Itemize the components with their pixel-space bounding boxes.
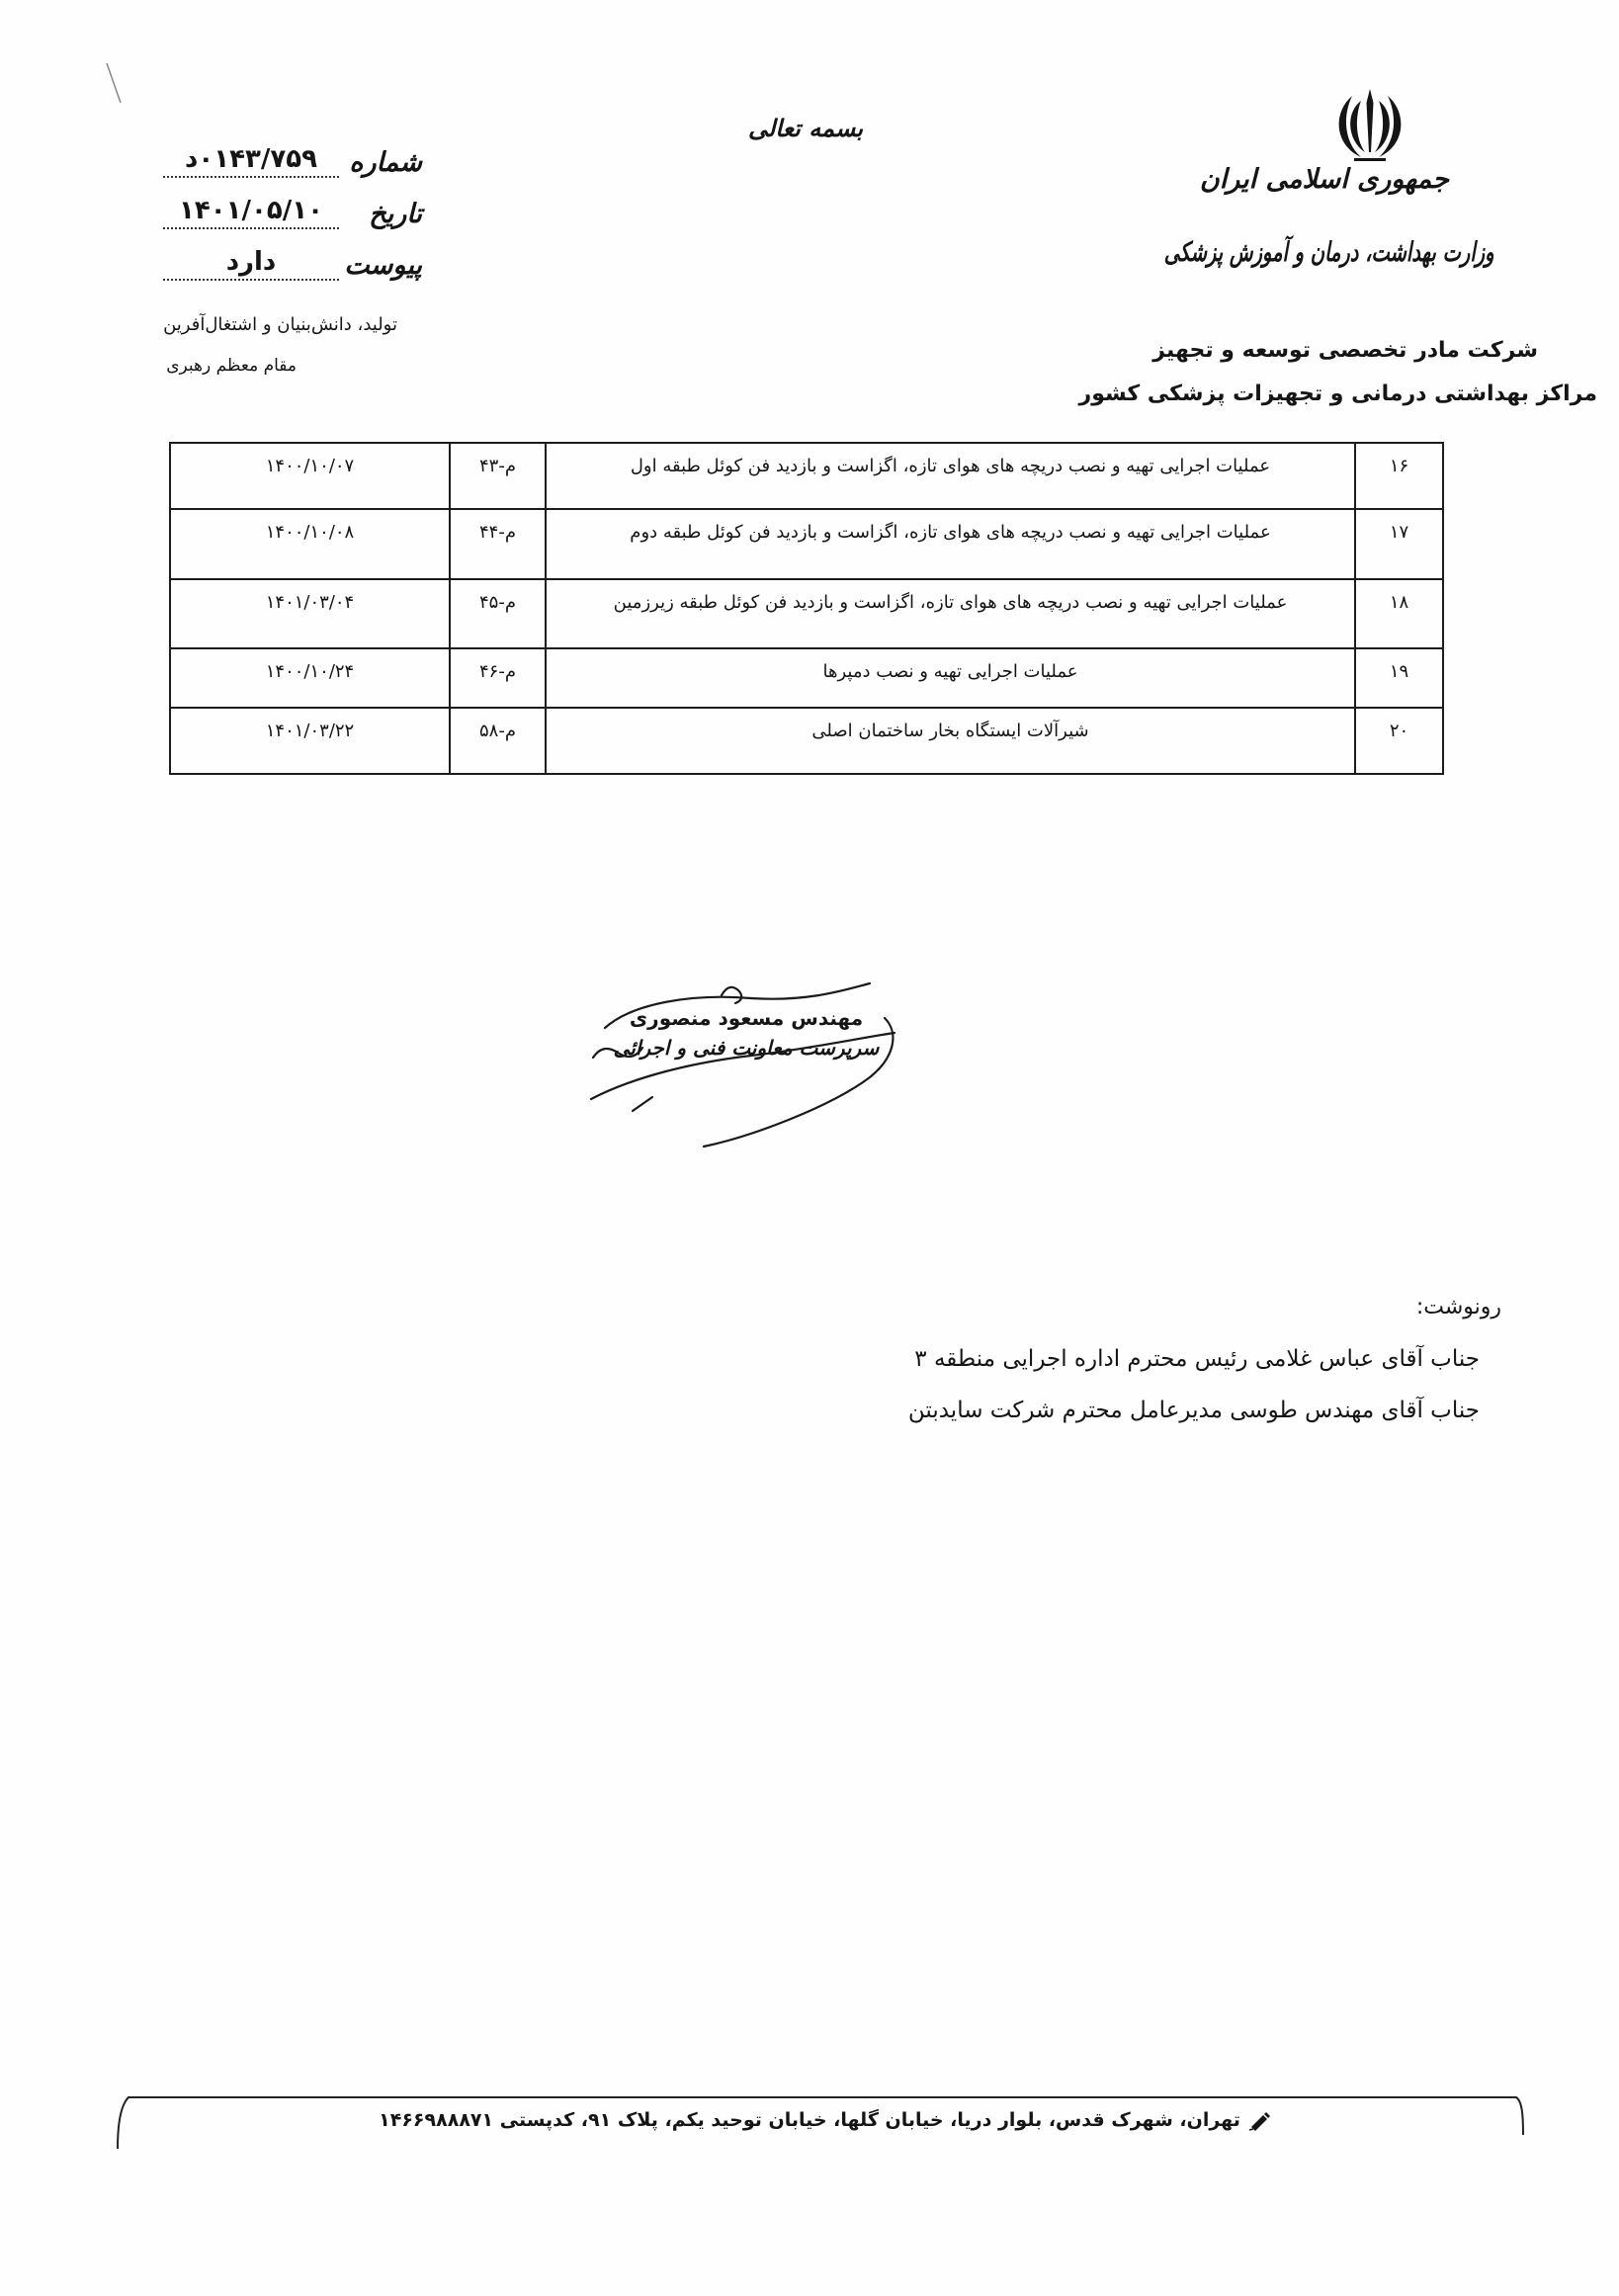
letter-number-label: شماره	[349, 147, 422, 178]
row-date: ۱۴۰۱/۰۳/۰۴	[170, 579, 450, 648]
table-row	[170, 579, 1443, 648]
footer-address-bar	[326, 2109, 1324, 2131]
row-date: ۱۴۰۰/۱۰/۲۴	[170, 648, 450, 708]
footer-address: تهران، شهرک قدس، بلوار دریا، خیابان گلها، خیابان توحید یکم، پلاک ۹۱، کدپستی ۱۴۶۶۹۸۸۸۷۱	[379, 2109, 1240, 2131]
row-description: عملیات اجرایی تهیه و نصب دمپرها	[546, 648, 1355, 708]
row-date: ۱۴۰۰/۱۰/۰۸	[170, 509, 450, 579]
table-row	[170, 443, 1443, 509]
row-number: ۱۶	[1355, 443, 1443, 509]
row-description: شیرآلات ایستگاه بخار ساختمان اصلی	[546, 708, 1355, 774]
row-date: ۱۴۰۱/۰۳/۲۲	[170, 708, 450, 774]
letter-attachment-row	[163, 229, 422, 281]
row-number: ۱۸	[1355, 579, 1443, 648]
scan-mark	[103, 59, 132, 109]
republic-title: جمهوری اسلامی ایران	[1199, 164, 1449, 195]
company-name-line1: شرکت مادر تخصصی توسعه و تجهیز	[1152, 338, 1538, 363]
slogan-line2: مقام معظم رهبری	[166, 356, 297, 376]
items-table	[169, 442, 1444, 775]
copies-label: رونوشت:	[1415, 1295, 1501, 1319]
row-number: ۲۰	[1355, 708, 1443, 774]
row-code: م-۵۸	[450, 708, 546, 774]
pen-icon	[1248, 2109, 1272, 2131]
copy-recipient: جناب آقای عباس غلامی رئیس محترم اداره اجرایی منطقه ۳	[914, 1346, 1480, 1372]
letter-attachment-label: پیوست	[344, 250, 422, 281]
table-row	[170, 648, 1443, 708]
company-name-line2: مراکز بهداشتی درمانی و تجهیزات پزشکی کشور	[1078, 382, 1597, 406]
copy-recipient: جناب آقای مهندس طوسی مدیرعامل محترم شرکت سایدبتن	[907, 1398, 1480, 1423]
letter-attachment-value: دارد	[163, 245, 339, 281]
ministry-title: وزارت بهداشت، درمان و آموزش پزشکی	[1163, 237, 1493, 268]
row-number: ۱۷	[1355, 509, 1443, 579]
row-code: م-۴۳	[450, 443, 546, 509]
slogan-line1: تولید، دانش‌بنیان و اشتغال‌آفرین	[163, 314, 397, 335]
letter-number-row	[163, 127, 422, 178]
letter-date-label: تاریخ	[369, 199, 422, 229]
row-description: عملیات اجرایی تهیه و نصب دریچه های هوای تازه، اگزاست و بازدید فن کوئل طبقه دوم	[546, 509, 1355, 579]
row-date: ۱۴۰۰/۱۰/۰۷	[170, 443, 450, 509]
row-description: عملیات اجرایی تهیه و نصب دریچه های هوای تازه، اگزاست و بازدید فن کوئل طبقه اول	[546, 443, 1355, 509]
row-code: م-۴۴	[450, 509, 546, 579]
handwritten-signature	[573, 974, 909, 1161]
emblem-icon	[1330, 83, 1409, 164]
row-code: م-۴۶	[450, 648, 546, 708]
table-row	[170, 509, 1443, 579]
letter-date-value: ۱۴۰۱/۰۵/۱۰	[163, 194, 339, 229]
signer-title: سرپرست معاونت فنی و اجرائی	[613, 1036, 880, 1060]
row-number: ۱۹	[1355, 648, 1443, 708]
letter-date-row	[163, 178, 422, 229]
row-code: م-۴۵	[450, 579, 546, 648]
letter-meta	[163, 127, 422, 281]
letter-number-value: ۰۱۴۳/۷۵۹د	[163, 142, 339, 178]
signer-name: مهندس مسعود منصوری	[629, 1006, 864, 1030]
table-row	[170, 708, 1443, 774]
row-description: عملیات اجرایی تهیه و نصب دریچه های هوای تازه، اگزاست و بازدید فن کوئل طبقه زیرزمین	[546, 579, 1355, 648]
bismillah-heading: بسمه تعالی	[747, 115, 864, 142]
